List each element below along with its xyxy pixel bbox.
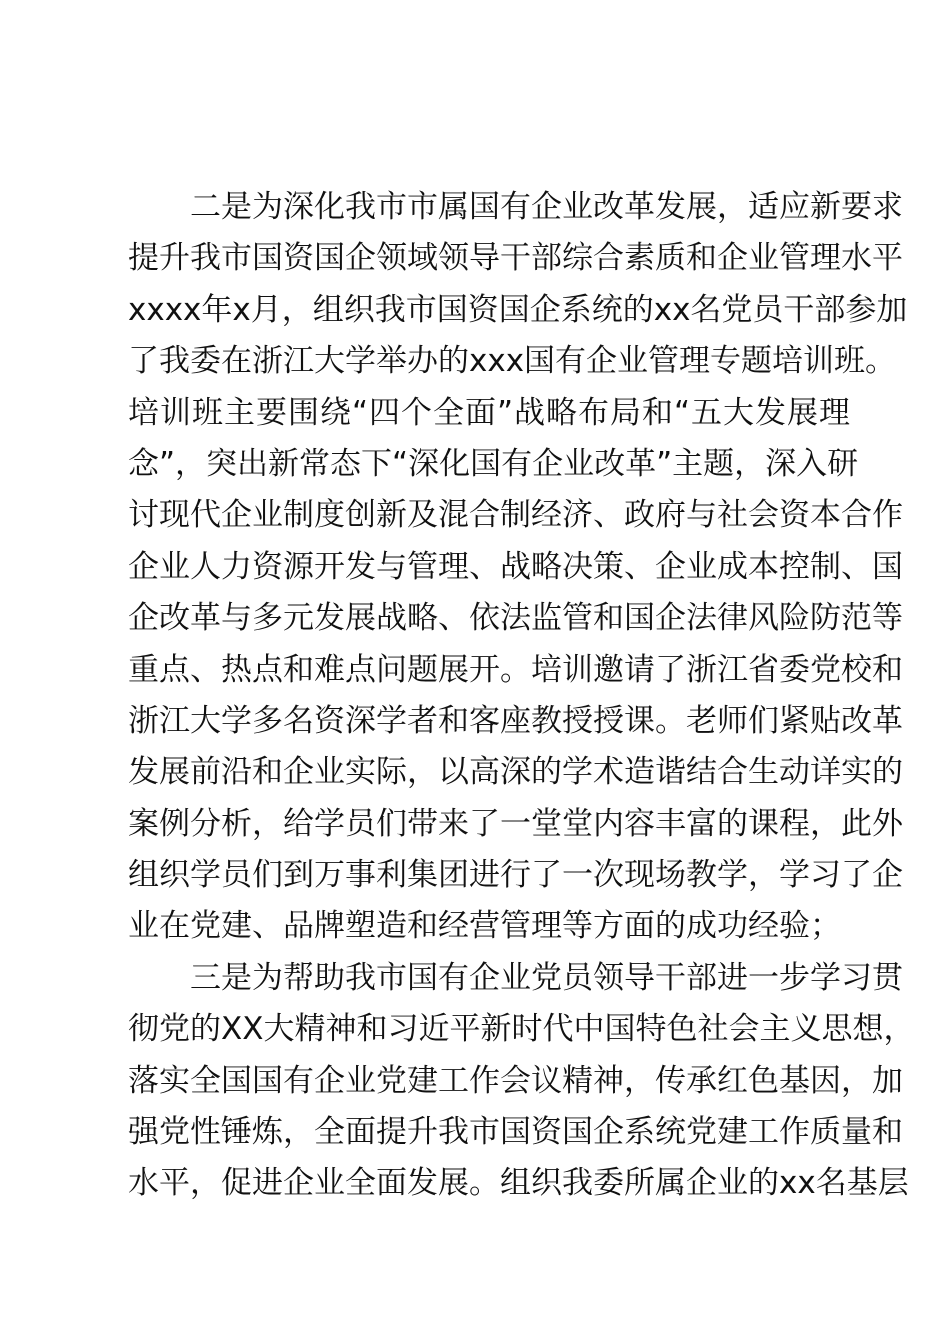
paragraph-2-line-2: 提升我市国资国企领域领导干部综合素质和企业管理水平 bbox=[128, 240, 903, 277]
paragraph-2-line-5: 培训班主要围绕“四个全面”战略布局和“五大发展理 bbox=[128, 394, 850, 431]
paragraph-2-line-9: 企改革与多元发展战略、依法监管和国企法律风险防范等 bbox=[128, 600, 903, 637]
paragraph-3-line-4: 强党性锤炼，全面提升我市国资国企系统党建工作质量和 bbox=[128, 1114, 903, 1151]
paragraph-3-line-1: 三是为帮助我市国有企业党员领导干部进一步学习贯 bbox=[190, 959, 903, 996]
paragraph-2-line-6: 念”，突出新常态下“深化国有企业改革”主题，深入研 bbox=[128, 445, 859, 482]
paragraph-3-line-2: 彻党的XX大精神和习近平新时代中国特色社会主义思想， bbox=[128, 1011, 915, 1048]
paragraph-3-line-5: 水平，促进企业全面发展。组织我委所属企业的xx名基层 bbox=[128, 1165, 909, 1202]
paragraph-2-line-3: xxxx年x月，组织我市国资国企系统的xx名党员干部参加 bbox=[128, 291, 908, 328]
paragraph-2-line-15: 业在党建、品牌塑造和经营管理等方面的成功经验； bbox=[128, 908, 841, 945]
paragraph-2-line-4: 了我委在浙江大学举办的xxx国有企业管理专题培训班。 bbox=[128, 343, 897, 380]
paragraph-2-line-10: 重点、热点和难点问题展开。培训邀请了浙江省委党校和 bbox=[128, 651, 903, 688]
paragraph-2-line-8: 企业人力资源开发与管理、战略决策、企业成本控制、国 bbox=[128, 548, 903, 585]
paragraph-2-line-13: 案例分析，给学员们带来了一堂堂内容丰富的课程，此外 bbox=[128, 805, 903, 842]
paragraph-2-line-7: 讨现代企业制度创新及混合制经济、政府与社会资本合作 bbox=[128, 497, 903, 534]
paragraph-2-line-14: 组织学员们到万事利集团进行了一次现场教学，学习了企 bbox=[128, 857, 903, 894]
paragraph-2-line-1: 二是为深化我市市属国有企业改革发展，适应新要求 bbox=[190, 189, 903, 225]
paragraph-2-line-12: 发展前沿和企业实际，以高深的学术造谐结合生动详实的 bbox=[128, 754, 903, 791]
body-text bbox=[128, 182, 915, 1210]
paragraph-3-line-3: 落实全国国有企业党建工作会议精神，传承红色基因，加 bbox=[128, 1062, 903, 1099]
paragraph-2-line-11: 浙江大学多名资深学者和客座教授授课。老师们紧贴改革 bbox=[128, 702, 903, 739]
